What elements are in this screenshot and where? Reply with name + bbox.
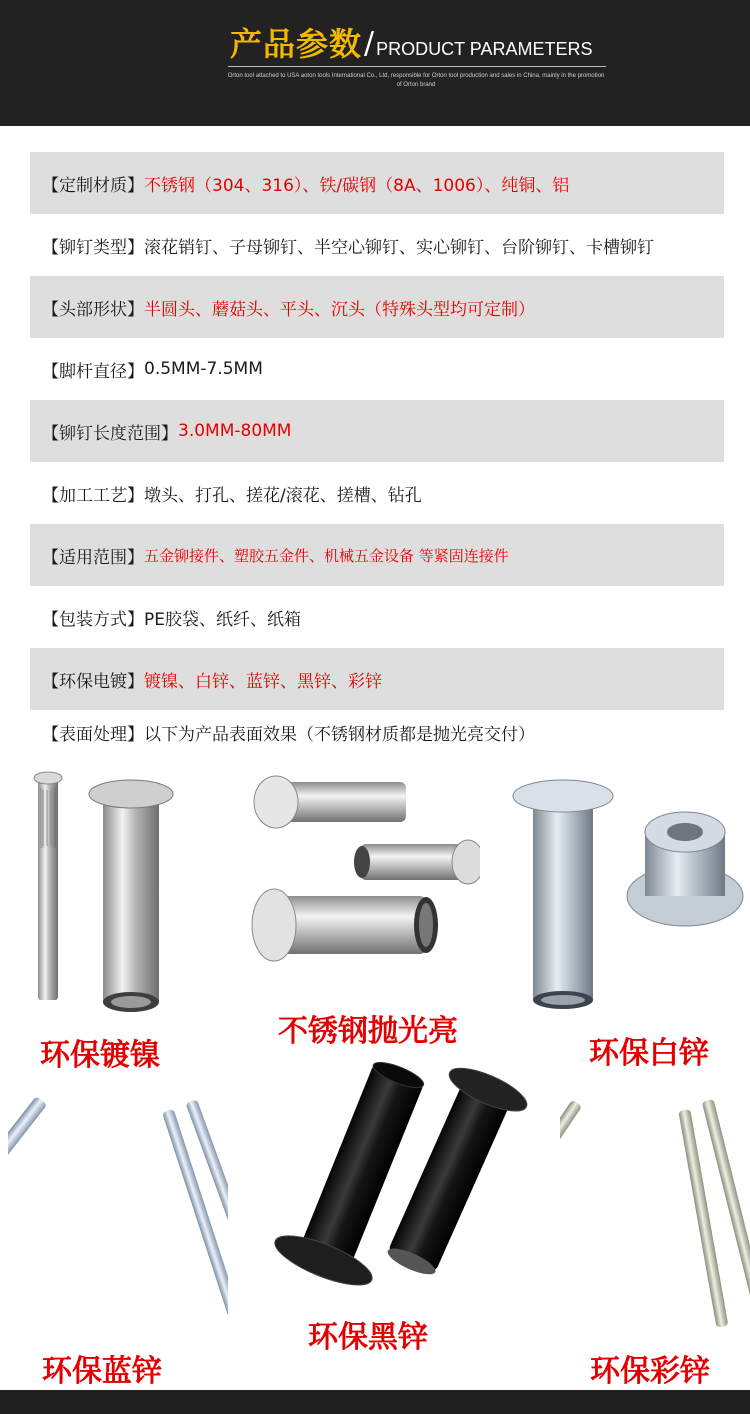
parameter-list <box>30 152 724 768</box>
param-value: 3.0MM-80MM <box>178 421 292 441</box>
title-english: PRODUCT PARAMETERS <box>376 39 593 59</box>
caption-color-zinc: 环保彩锌 <box>590 1354 710 1389</box>
title-underline <box>228 66 606 67</box>
title-slash: / <box>364 26 375 61</box>
product-stainless <box>240 760 480 1049</box>
nickel-rivet-image <box>20 760 200 1020</box>
footer-bar <box>0 1390 750 1414</box>
color-zinc-pin-image <box>560 1090 750 1350</box>
param-row-rivet-type <box>30 214 724 276</box>
caption-white-zinc: 环保白锌 <box>589 1036 709 1071</box>
param-row-shank-diameter <box>30 338 724 400</box>
product-gallery <box>0 760 750 1390</box>
param-value: 以下为产品表面效果（不锈钢材质都是抛光亮交付） <box>144 725 535 745</box>
param-value: PE胶袋、纸纤、纸箱 <box>144 609 301 630</box>
param-value: 镀镍、白锌、蓝锌、黑锌、彩锌 <box>144 671 382 692</box>
param-value: 墩头、打孔、搓花/滚花、搓槽、钻孔 <box>144 485 422 506</box>
product-nickel <box>20 760 200 1073</box>
param-label: 【加工工艺】 <box>42 485 144 506</box>
param-label: 【包装方式】 <box>42 609 144 630</box>
param-label: 【定制材质】 <box>42 175 144 196</box>
param-value: 滚花销钉、子母铆钉、半空心铆钉、实心铆钉、台阶铆钉、卡槽铆钉 <box>144 237 654 258</box>
param-label: 【表面处理】 <box>42 725 144 745</box>
param-row-material <box>30 152 724 214</box>
param-label: 【环保电镀】 <box>42 671 144 692</box>
stainless-rivet-image <box>240 760 480 1010</box>
caption-stainless: 不锈钢抛光亮 <box>278 1014 458 1049</box>
blue-zinc-pin-image <box>8 1090 228 1350</box>
param-label: 【头部形状】 <box>42 299 144 320</box>
param-label: 【脚杆直径】 <box>42 361 144 382</box>
param-row-plating <box>30 648 724 710</box>
product-black-zinc <box>250 1060 540 1355</box>
param-value: 五金铆接件、塑胶五金件、机械五金设备 等紧固连接件 <box>144 546 509 565</box>
param-value: 0.5MM-7.5MM <box>144 359 263 379</box>
product-color-zinc <box>560 1090 750 1389</box>
param-row-head-shape <box>30 276 724 338</box>
param-row-length-range <box>30 400 724 462</box>
param-label: 【适用范围】 <box>42 547 144 568</box>
header-banner <box>0 0 750 126</box>
caption-black-zinc: 环保黑锌 <box>308 1320 428 1355</box>
param-row-application <box>30 524 724 586</box>
white-zinc-rivet-image <box>505 766 745 1016</box>
caption-blue-zinc: 环保蓝锌 <box>42 1354 162 1389</box>
param-label: 【铆钉类型】 <box>42 237 144 258</box>
caption-nickel: 环保镀镍 <box>40 1038 160 1073</box>
param-value: 不锈钢（304、316）、铁/碳钢（8A、1006）、纯铜、铝 <box>144 175 570 196</box>
page-title <box>230 24 593 64</box>
param-label: 【铆钉长度范围】 <box>42 423 178 444</box>
param-value: 半圆头、蘑菇头、平头、沉头（特殊头型均可定制） <box>144 299 535 320</box>
black-zinc-rivet-image <box>250 1060 540 1310</box>
product-blue-zinc <box>8 1090 228 1389</box>
product-white-zinc <box>505 766 745 1071</box>
header-subtitle: Orton tool attached to USA aoton tools International Co., Ltd, responsible for Orton tool production and sales in China, mainly in the promotion of Orton brand <box>227 73 605 88</box>
title-chinese: 产品参数 <box>230 25 363 63</box>
param-row-process <box>30 462 724 524</box>
param-row-packaging <box>30 586 724 648</box>
